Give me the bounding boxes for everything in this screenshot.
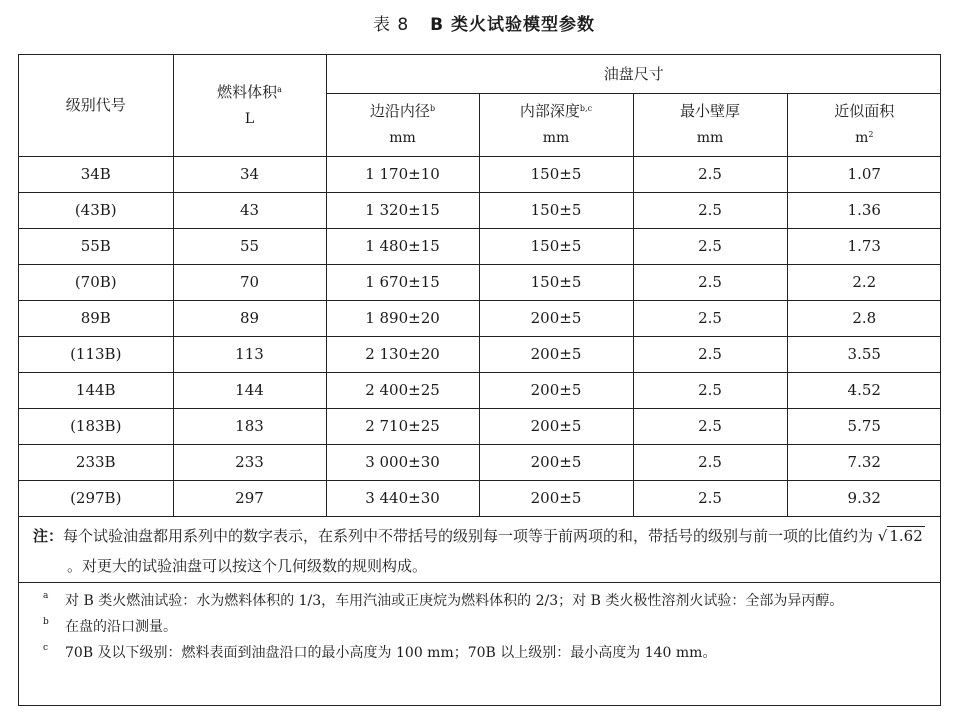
footnote-ref-bc: b,c <box>579 104 593 113</box>
note-text-1: 每个试验油盘都用系列中的数字表示，在系列中不带括号的级别每一项等于前两项的和，带括号的级别与前一项的比值约为 <box>63 527 878 545</box>
header-min-wall-text: 最小壁厚 <box>679 102 740 120</box>
footnote-mark-c: c <box>43 643 49 653</box>
cell-depth: 200±5 <box>479 480 633 516</box>
table-row <box>19 192 941 228</box>
cell-volume: 183 <box>173 408 326 444</box>
cell-code: (297B) <box>19 480 173 516</box>
cell-thickness: 2.5 <box>633 336 787 372</box>
header-fuel-volume-unit: L <box>244 110 255 127</box>
footnotes <box>19 582 940 707</box>
cell-area: 5.75 <box>787 408 941 444</box>
header-rim-diameter <box>326 93 479 156</box>
cell-volume: 233 <box>173 444 326 480</box>
header-rim-diameter-text: 边沿内径 <box>369 102 430 120</box>
cell-area: 9.32 <box>787 480 941 516</box>
cell-depth: 200±5 <box>479 408 633 444</box>
header-min-wall-unit: mm <box>696 130 724 146</box>
header-inner-depth-unit: mm <box>542 130 570 146</box>
header-level-code-text: 级别代号 <box>65 96 126 115</box>
cell-volume: 144 <box>173 372 326 408</box>
footnote-text-a: 对 B 类火燃油试验：水为燃料体积的 1/3，车用汽油或正庚烷为燃料体积的 2/3；对 B 类火极性溶剂火试验：全部为异丙醇。 <box>65 593 844 609</box>
header-approx-area-unit: m <box>855 130 869 146</box>
cell-diameter: 2 130±20 <box>326 336 479 372</box>
footnote-c <box>43 640 926 666</box>
cell-volume: 297 <box>173 480 326 516</box>
cell-thickness: 2.5 <box>633 480 787 516</box>
table-number: 表 8 <box>372 15 410 35</box>
table-row <box>19 264 941 300</box>
cell-volume: 113 <box>173 336 326 372</box>
table-row <box>19 408 941 444</box>
table-row <box>19 444 941 480</box>
cell-code: 233B <box>19 444 173 480</box>
header-min-wall <box>633 93 787 156</box>
table-note <box>19 516 940 582</box>
cell-volume: 89 <box>173 300 326 336</box>
header-approx-area <box>787 93 941 156</box>
table-row <box>19 156 941 192</box>
header-level-code <box>19 55 173 156</box>
footnote-text-b: 在盘的沿口测量。 <box>65 619 177 635</box>
cell-code: 144B <box>19 372 173 408</box>
cell-diameter: 2 710±25 <box>326 408 479 444</box>
cell-code: (183B) <box>19 408 173 444</box>
cell-code: 34B <box>19 156 173 192</box>
cell-code: 55B <box>19 228 173 264</box>
header-tray-size-text: 油盘尺寸 <box>603 64 664 83</box>
cell-area: 7.32 <box>787 444 941 480</box>
cell-area: 1.73 <box>787 228 941 264</box>
parameter-table <box>19 55 941 517</box>
sqrt-value: 1.62 <box>889 527 923 545</box>
cell-thickness: 2.5 <box>633 264 787 300</box>
cell-depth: 200±5 <box>479 300 633 336</box>
footnote-a <box>43 588 926 614</box>
footnote-mark-a: a <box>43 591 49 601</box>
table-row <box>19 228 941 264</box>
table-row <box>19 336 941 372</box>
table-title <box>0 10 962 35</box>
header-inner-depth <box>479 93 633 156</box>
cell-diameter: 1 320±15 <box>326 192 479 228</box>
cell-depth: 150±5 <box>479 264 633 300</box>
cell-depth: 200±5 <box>479 372 633 408</box>
cell-depth: 150±5 <box>479 192 633 228</box>
table-row <box>19 372 941 408</box>
header-fuel-volume <box>173 55 326 156</box>
cell-thickness: 2.5 <box>633 192 787 228</box>
cell-area: 3.55 <box>787 336 941 372</box>
table-row <box>19 300 941 336</box>
cell-area: 2.8 <box>787 300 941 336</box>
cell-diameter: 2 400±25 <box>326 372 479 408</box>
note-label: 注： <box>33 527 64 545</box>
footnote-mark-b: b <box>43 617 49 627</box>
cell-code: 89B <box>19 300 173 336</box>
header-approx-area-text: 近似面积 <box>834 102 895 120</box>
cell-code: (43B) <box>19 192 173 228</box>
table-frame <box>18 54 941 706</box>
note-text-2: 。对更大的试验油盘可以按这个几何级数的规则构成。 <box>67 557 428 575</box>
footnote-text-c: 70B 及以下级别：燃料表面到油盘沿口的最小高度为 100 mm；70B 以上级别：最小高度为 140 mm。 <box>65 645 717 661</box>
table-caption: B 类火试验模型参数 <box>430 15 596 35</box>
cell-volume: 70 <box>173 264 326 300</box>
cell-depth: 200±5 <box>479 444 633 480</box>
cell-thickness: 2.5 <box>633 444 787 480</box>
cell-depth: 150±5 <box>479 228 633 264</box>
cell-depth: 200±5 <box>479 336 633 372</box>
cell-diameter: 3 000±30 <box>326 444 479 480</box>
header-rim-diameter-unit: mm <box>389 130 416 146</box>
cell-area: 1.07 <box>787 156 941 192</box>
footnote-b <box>43 614 926 640</box>
footnote-ref-b: b <box>429 104 436 113</box>
cell-diameter: 1 480±15 <box>326 228 479 264</box>
cell-diameter: 1 670±15 <box>326 264 479 300</box>
footnote-ref-a: a <box>277 84 282 94</box>
cell-volume: 34 <box>173 156 326 192</box>
header-inner-depth-text: 内部深度 <box>519 102 580 120</box>
header-tray-size <box>326 55 941 93</box>
cell-volume: 43 <box>173 192 326 228</box>
cell-depth: 150±5 <box>479 156 633 192</box>
cell-code: (70B) <box>19 264 173 300</box>
cell-diameter: 3 440±30 <box>326 480 479 516</box>
cell-thickness: 2.5 <box>633 228 787 264</box>
cell-diameter: 1 890±20 <box>326 300 479 336</box>
cell-thickness: 2.5 <box>633 408 787 444</box>
header-fuel-volume-text: 燃料体积 <box>217 82 278 101</box>
cell-area: 1.36 <box>787 192 941 228</box>
cell-area: 4.52 <box>787 372 941 408</box>
cell-volume: 55 <box>173 228 326 264</box>
cell-thickness: 2.5 <box>633 372 787 408</box>
header-approx-area-unit-sup: 2 <box>868 130 874 139</box>
cell-thickness: 2.5 <box>633 156 787 192</box>
cell-area: 2.2 <box>787 264 941 300</box>
cell-thickness: 2.5 <box>633 300 787 336</box>
table-row <box>19 480 941 516</box>
sqrt-symbol: √ 1.62 <box>877 527 923 545</box>
cell-code: (113B) <box>19 336 173 372</box>
cell-diameter: 1 170±10 <box>326 156 479 192</box>
